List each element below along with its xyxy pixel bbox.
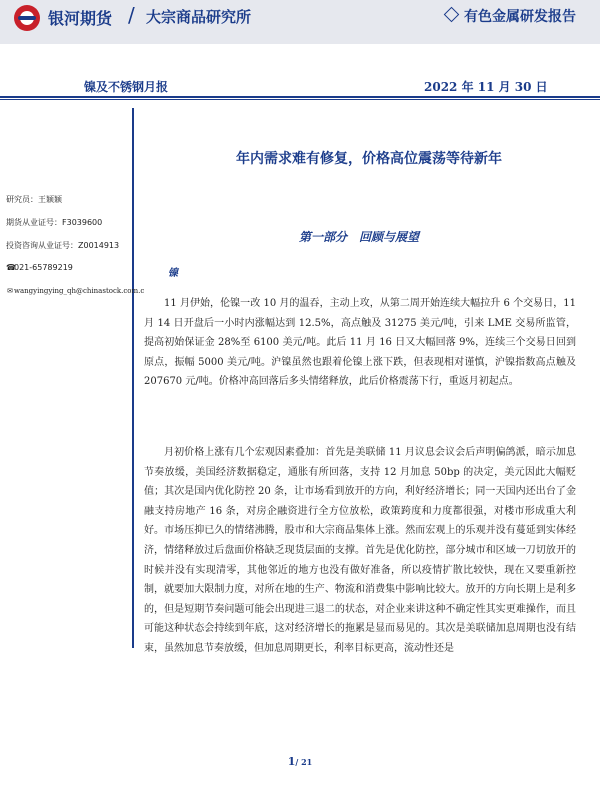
logo-icon bbox=[14, 5, 40, 31]
article-title: 年内需求难有修复，价格高位震荡等待新年 bbox=[236, 151, 502, 167]
phone-number: 021-65789219 bbox=[14, 263, 73, 272]
section-heading: 第一部分 回顾与展望 bbox=[298, 230, 419, 244]
email-address[interactable]: wangyingying_qh@chinastock.com.c bbox=[14, 287, 145, 295]
report-title: 镍及不锈钢月报 bbox=[84, 80, 169, 94]
page-number bbox=[0, 755, 600, 768]
institute-name: 大宗商品研究所 bbox=[146, 8, 252, 26]
researcher-name: 研究员：王颖颖 bbox=[6, 195, 62, 204]
header-rule-thin bbox=[0, 99, 600, 100]
report-date: 2022 年 11 月 30 日 bbox=[424, 80, 548, 94]
header-band bbox=[0, 0, 600, 44]
header-separator: / bbox=[128, 3, 135, 27]
subsection-heading: 镍 bbox=[168, 268, 178, 279]
paragraph-1: 11 月伊始，伦镍一改 10 月的温吞，主动上攻，从第二周开始连续大幅拉升 6 个交易日，11 月 14 日开盘后一小时内涨幅达到 12.5%，高点触及 31275 美元/吨，引来 LME 交易所监管，提高初始保证金 28%至 6100 美元/吨。此后 11 月 16 日又大幅回落 9%，连续三个交易日回到原点，振幅 5000 美元/吨。沪镍虽然也跟着伦镍上涨下跌，但表现相对谨慎，沪镍指数高点触及 207670 元/吨。价格冲高回落后多头情绪释放，此后价格震荡下行，重返月初起点。 bbox=[144, 298, 576, 388]
futures-cert: 期货从业证号：F3039600 bbox=[6, 218, 103, 227]
brand-name: 银河期货 bbox=[48, 9, 113, 28]
page-total: / 21 bbox=[295, 757, 313, 767]
email-line bbox=[6, 287, 144, 295]
email-icon: ✉ bbox=[7, 287, 13, 295]
report-series: 有色金属研发报告 bbox=[464, 9, 576, 25]
paragraph-2: 月初价格上涨有几个宏观因素叠加：首先是美联储 11 月议息会议会后声明偏鸽派，暗示加息节奏放缓，美国经济数据稳定，通胀有所回落，支持 12 月加息 50bp 的决定，美元因此大幅贬值；其次是国内优化防控 20 条，让市场看到放开的方向，利好经济增长；同一天国内还出台了金融支持房地产 16 条，对房企融资进行全方位放松，政策跨度和力度都很强，对楼市形成重大利好。市场压抑已久的情绪沸腾，股市和大宗商品集体上涨。然而宏观上的乐观并没有蔓延到实体经济，情绪释放过后盘面价格缺乏现货层面的支撑。首先是优化防控，部分城市和区域一刀切放开的时候并没有实现清零，其他邻近的地方也没有做好准备，所以疫情扩散比较快，现在又要重新控制，就要加大限制力度，对所在地的生产、物流和消费集中影响比较大。放开的方向长期上是利多的，但是短期节奏问题可能会出现进三退二的状态，对企业来讲这种不确定性其实更难操作，而且可能这种状态会持续到年底，这对经济增长的拖累是显而易见的。其次是美联储加息周期也没有结束，虽然加息节奏放缓，但加息周期更长，利率目标更高，流动性还是 bbox=[144, 447, 576, 654]
page-current: 1 bbox=[287, 755, 296, 768]
diamond-icon bbox=[444, 7, 460, 23]
invest-cert: 投资咨询从业证号：Z0014913 bbox=[6, 241, 120, 250]
header-rule bbox=[0, 96, 600, 98]
phone-icon: ☎ bbox=[6, 263, 16, 272]
phone-line bbox=[6, 263, 73, 272]
column-divider bbox=[132, 108, 134, 648]
